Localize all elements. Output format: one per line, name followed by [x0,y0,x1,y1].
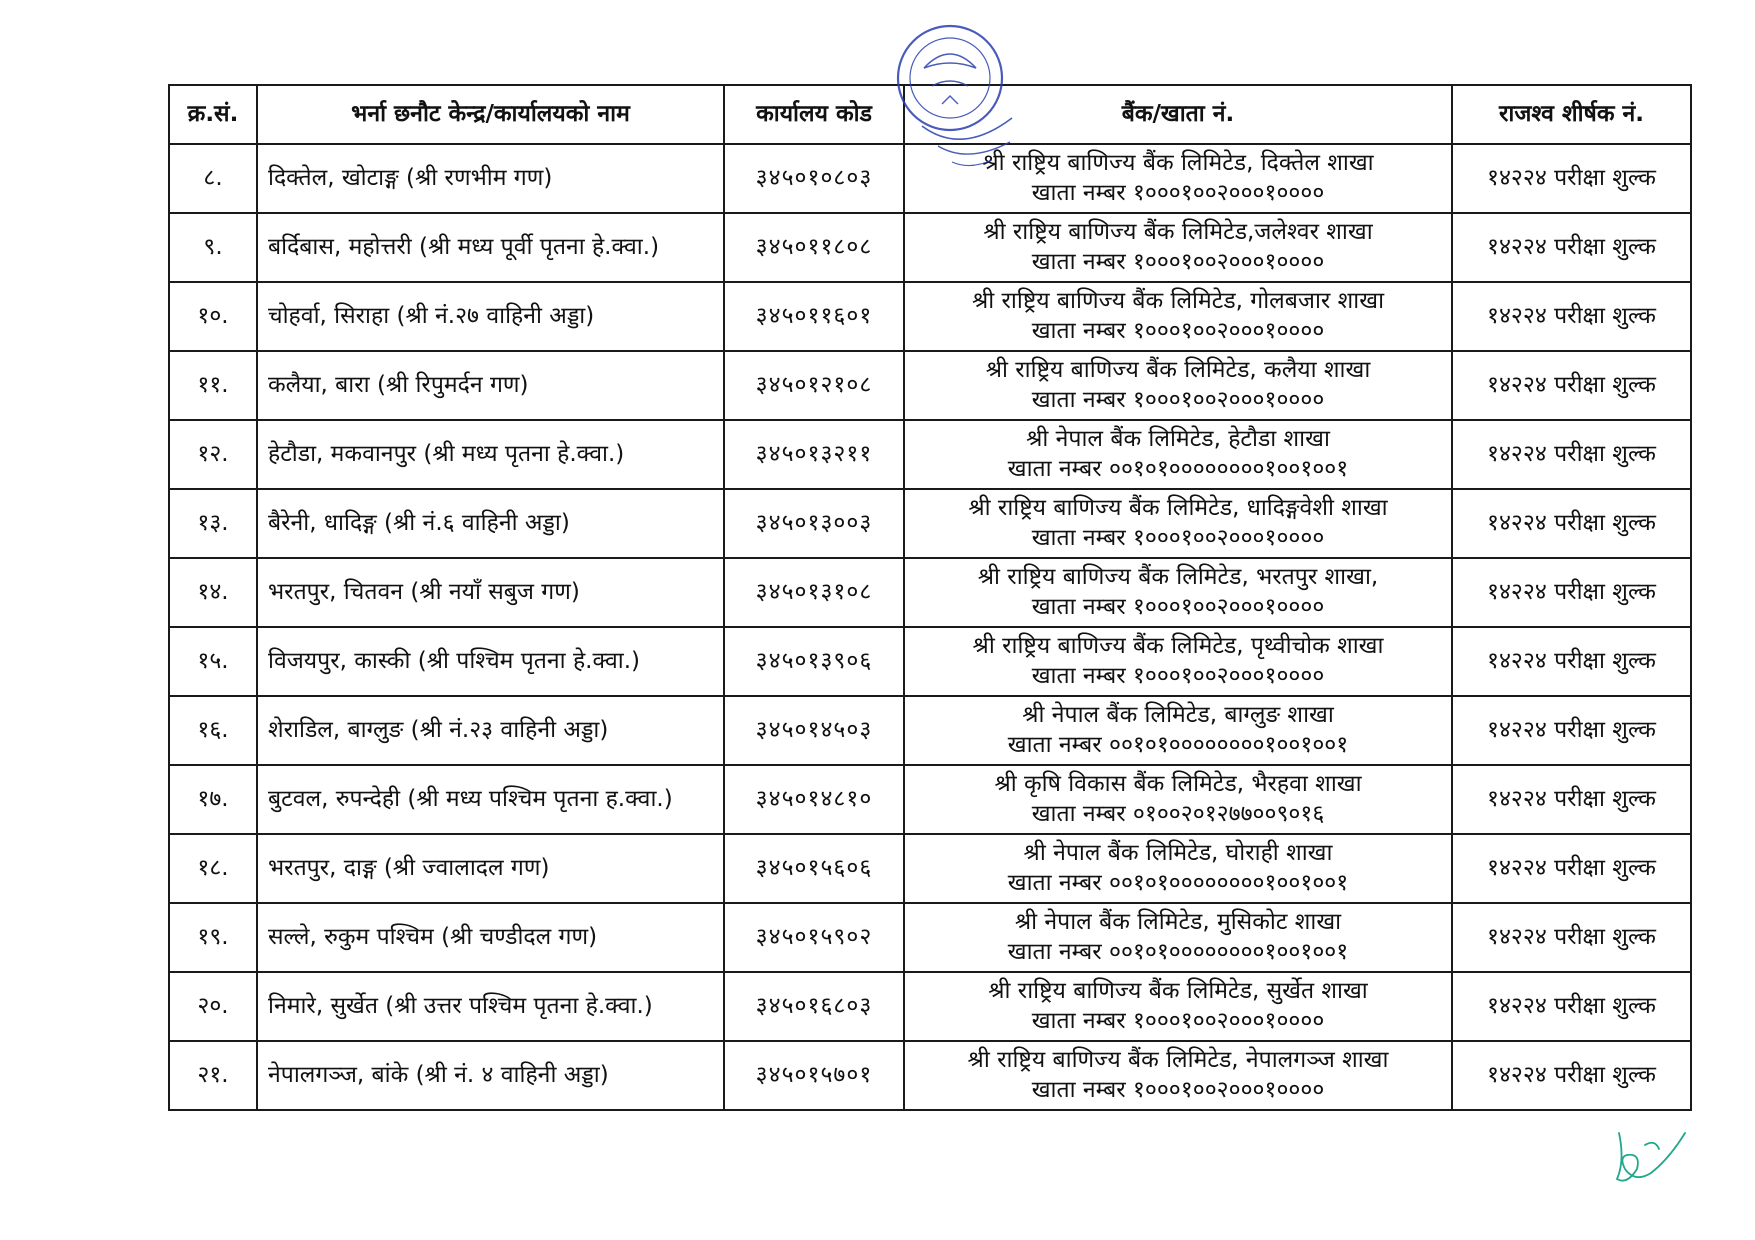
row-serial-number: २०. [169,972,257,1041]
row-office-code: ३४५०११८०८ [724,213,904,282]
row-account-number: खाता नम्बर १०००१००२०००१०००० [1031,524,1325,551]
row-serial-number: ९. [169,213,257,282]
row-office-code: ३४५०१३९०६ [724,627,904,696]
row-office-code: ३४५०१०८०३ [724,144,904,213]
row-serial-number: १७. [169,765,257,834]
row-bank-name: श्री नेपाल बैंक लिमिटेड, हेटौडा शाखा [1026,425,1330,452]
table-row [169,696,1691,765]
row-account-number: खाता नम्बर १०००१००२०००१०००० [1031,662,1325,689]
header-office-code: कार्यालय कोड [724,85,904,144]
row-account-number: खाता नम्बर १०००१००२०००१०००० [1031,1007,1325,1034]
row-revenue-heading: १४२२४ परीक्षा शुल्क [1452,420,1691,489]
header-revenue-heading: राजश्व शीर्षक नं. [1452,85,1691,144]
row-bank-account-cell [904,282,1452,351]
header-bank-account: बैंक/खाता नं. [904,85,1452,144]
row-revenue-heading: १४२२४ परीक्षा शुल्क [1452,213,1691,282]
row-serial-number: २१. [169,1041,257,1110]
row-bank-account-cell [904,627,1452,696]
row-revenue-heading: १४२२४ परीक्षा शुल्क [1452,282,1691,351]
row-account-number: खाता नम्बर १०००१००२०००१०००० [1031,593,1325,620]
row-center-name: भरतपुर, दाङ्ग (श्री ज्वालादल गण) [257,834,724,903]
row-account-number: खाता नम्बर १०००१००२०००१०००० [1031,386,1325,413]
table-row [169,144,1691,213]
row-bank-name: श्री राष्ट्रिय बाणिज्य बैंक लिमिटेड, भरतपुर शाखा, [977,563,1379,590]
row-bank-account-cell [904,213,1452,282]
row-serial-number: १८. [169,834,257,903]
table-row [169,213,1691,282]
row-account-number: खाता नम्बर ००१०१००००००००१००१००१ [1007,731,1349,758]
row-serial-number: १९. [169,903,257,972]
row-revenue-heading: १४२२४ परीक्षा शुल्क [1452,558,1691,627]
row-account-number: खाता नम्बर १०००१००२०००१०००० [1031,248,1325,275]
row-center-name: सल्ले, रुकुम पश्चिम (श्री चण्डीदल गण) [257,903,724,972]
table-row [169,282,1691,351]
row-bank-account-cell [904,696,1452,765]
row-serial-number: १०. [169,282,257,351]
table-row [169,558,1691,627]
table-row [169,903,1691,972]
row-bank-name: श्री नेपाल बैंक लिमिटेड, घोराही शाखा [1023,839,1333,866]
row-center-name: बर्दिबास, महोत्तरी (श्री मध्य पूर्वी पृतना हे.क्वा.) [257,213,724,282]
row-bank-name: श्री राष्ट्रिय बाणिज्य बैंक लिमिटेड,जलेश्वर शाखा [983,218,1373,245]
row-bank-name: श्री नेपाल बैंक लिमिटेड, मुसिकोट शाखा [1014,908,1342,935]
row-serial-number: १२. [169,420,257,489]
row-center-name: शेराडिल, बाग्लुङ (श्री नं.२३ वाहिनी अड्डा) [257,696,724,765]
row-bank-account-cell [904,765,1452,834]
row-center-name: चोहर्वा, सिराहा (श्री नं.२७ वाहिनी अड्डा) [257,282,724,351]
row-revenue-heading: १४२२४ परीक्षा शुल्क [1452,903,1691,972]
row-account-number: खाता नम्बर ००१०१००००००००१००१००१ [1007,455,1349,482]
row-bank-name: श्री राष्ट्रिय बाणिज्य बैंक लिमिटेड, सुर्खेत शाखा [988,977,1368,1004]
handwritten-signature [1605,1105,1695,1195]
table-row [169,351,1691,420]
row-serial-number: १३. [169,489,257,558]
row-center-name: हेटौडा, मकवानपुर (श्री मध्य पृतना हे.क्वा.) [257,420,724,489]
row-account-number: खाता नम्बर ००१०१००००००००१००१००१ [1007,938,1349,965]
row-office-code: ३४५०१२१०८ [724,351,904,420]
row-bank-account-cell [904,351,1452,420]
row-bank-account-cell [904,1041,1452,1110]
row-bank-name: श्री नेपाल बैंक लिमिटेड, बाग्लुङ शाखा [1022,701,1334,728]
row-revenue-heading: १४२२४ परीक्षा शुल्क [1452,972,1691,1041]
fee-account-table [168,84,1692,1111]
row-center-name: दिक्तेल, खोटाङ्ग (श्री रणभीम गण) [257,144,724,213]
row-revenue-heading: १४२२४ परीक्षा शुल्क [1452,1041,1691,1110]
table-row [169,972,1691,1041]
header-center-name: भर्ना छनौट केन्द्र/कार्यालयको नाम [257,85,724,144]
row-serial-number: १५. [169,627,257,696]
row-bank-name: श्री राष्ट्रिय बाणिज्य बैंक लिमिटेड, गोलबजार शाखा [971,287,1385,314]
row-revenue-heading: १४२२४ परीक्षा शुल्क [1452,627,1691,696]
table-header-row [169,85,1691,144]
table-row [169,627,1691,696]
row-center-name: निमारे, सुर्खेत (श्री उत्तर पश्चिम पृतना हे.क्वा.) [257,972,724,1041]
row-bank-account-cell [904,489,1452,558]
row-serial-number: ८. [169,144,257,213]
row-office-code: ३४५०१४५०३ [724,696,904,765]
row-bank-name: श्री राष्ट्रिय बाणिज्य बैंक लिमिटेड, दिक्तेल शाखा [982,149,1374,176]
table-row [169,420,1691,489]
row-account-number: खाता नम्बर १०००१००२०००१०००० [1031,179,1325,206]
row-bank-name: श्री राष्ट्रिय बाणिज्य बैंक लिमिटेड, धादिङ्गवेशी शाखा [968,494,1388,521]
row-center-name: बैरेनी, धादिङ्ग (श्री नं.६ वाहिनी अड्डा) [257,489,724,558]
row-revenue-heading: १४२२४ परीक्षा शुल्क [1452,834,1691,903]
row-center-name: भरतपुर, चितवन (श्री नयाँ सबुज गण) [257,558,724,627]
row-bank-account-cell [904,903,1452,972]
row-office-code: ३४५०१६८०३ [724,972,904,1041]
row-revenue-heading: १४२२४ परीक्षा शुल्क [1452,351,1691,420]
row-office-code: ३४५०११६०१ [724,282,904,351]
row-bank-name: श्री कृषि विकास बैंक लिमिटेड, भैरहवा शाखा [994,770,1362,797]
row-bank-account-cell [904,972,1452,1041]
row-revenue-heading: १४२२४ परीक्षा शुल्क [1452,765,1691,834]
row-bank-name: श्री राष्ट्रिय बाणिज्य बैंक लिमिटेड, पृथ्वीचोक शाखा [972,632,1384,659]
row-bank-account-cell [904,420,1452,489]
row-office-code: ३४५०१५७०१ [724,1041,904,1110]
row-center-name: कलैया, बारा (श्री रिपुमर्दन गण) [257,351,724,420]
row-bank-name: श्री राष्ट्रिय बाणिज्य बैंक लिमिटेड, नेपालगञ्ज शाखा [967,1046,1389,1073]
row-office-code: ३४५०१४८१० [724,765,904,834]
row-office-code: ३४५०१३२११ [724,420,904,489]
row-serial-number: ११. [169,351,257,420]
row-account-number: खाता नम्बर ०१००२०१२७७००९०१६ [1031,800,1325,827]
table-row [169,765,1691,834]
row-serial-number: १४. [169,558,257,627]
row-account-number: खाता नम्बर ००१०१००००००००१००१००१ [1007,869,1349,896]
row-office-code: ३४५०१५६०६ [724,834,904,903]
row-center-name: विजयपुर, कास्की (श्री पश्चिम पृतना हे.क्वा.) [257,627,724,696]
table-row [169,489,1691,558]
row-bank-account-cell [904,834,1452,903]
table-row [169,834,1691,903]
row-serial-number: १६. [169,696,257,765]
header-sn: क्र.सं. [169,85,257,144]
row-bank-account-cell [904,558,1452,627]
row-office-code: ३४५०१५९०२ [724,903,904,972]
row-center-name: बुटवल, रुपन्देही (श्री मध्य पश्चिम पृतना ह.क्वा.) [257,765,724,834]
row-account-number: खाता नम्बर १०००१००२०००१०००० [1031,317,1325,344]
row-bank-account-cell [904,144,1452,213]
row-revenue-heading: १४२२४ परीक्षा शुल्क [1452,696,1691,765]
table-body [169,144,1691,1110]
row-center-name: नेपालगञ्ज, बांके (श्री नं. ४ वाहिनी अड्डा) [257,1041,724,1110]
row-revenue-heading: १४२२४ परीक्षा शुल्क [1452,489,1691,558]
row-office-code: ३४५०१३१०८ [724,558,904,627]
row-bank-name: श्री राष्ट्रिय बाणिज्य बैंक लिमिटेड, कलैया शाखा [985,356,1371,383]
row-account-number: खाता नम्बर १०००१००२०००१०००० [1031,1076,1325,1103]
row-revenue-heading: १४२२४ परीक्षा शुल्क [1452,144,1691,213]
table-row [169,1041,1691,1110]
row-office-code: ३४५०१३००३ [724,489,904,558]
